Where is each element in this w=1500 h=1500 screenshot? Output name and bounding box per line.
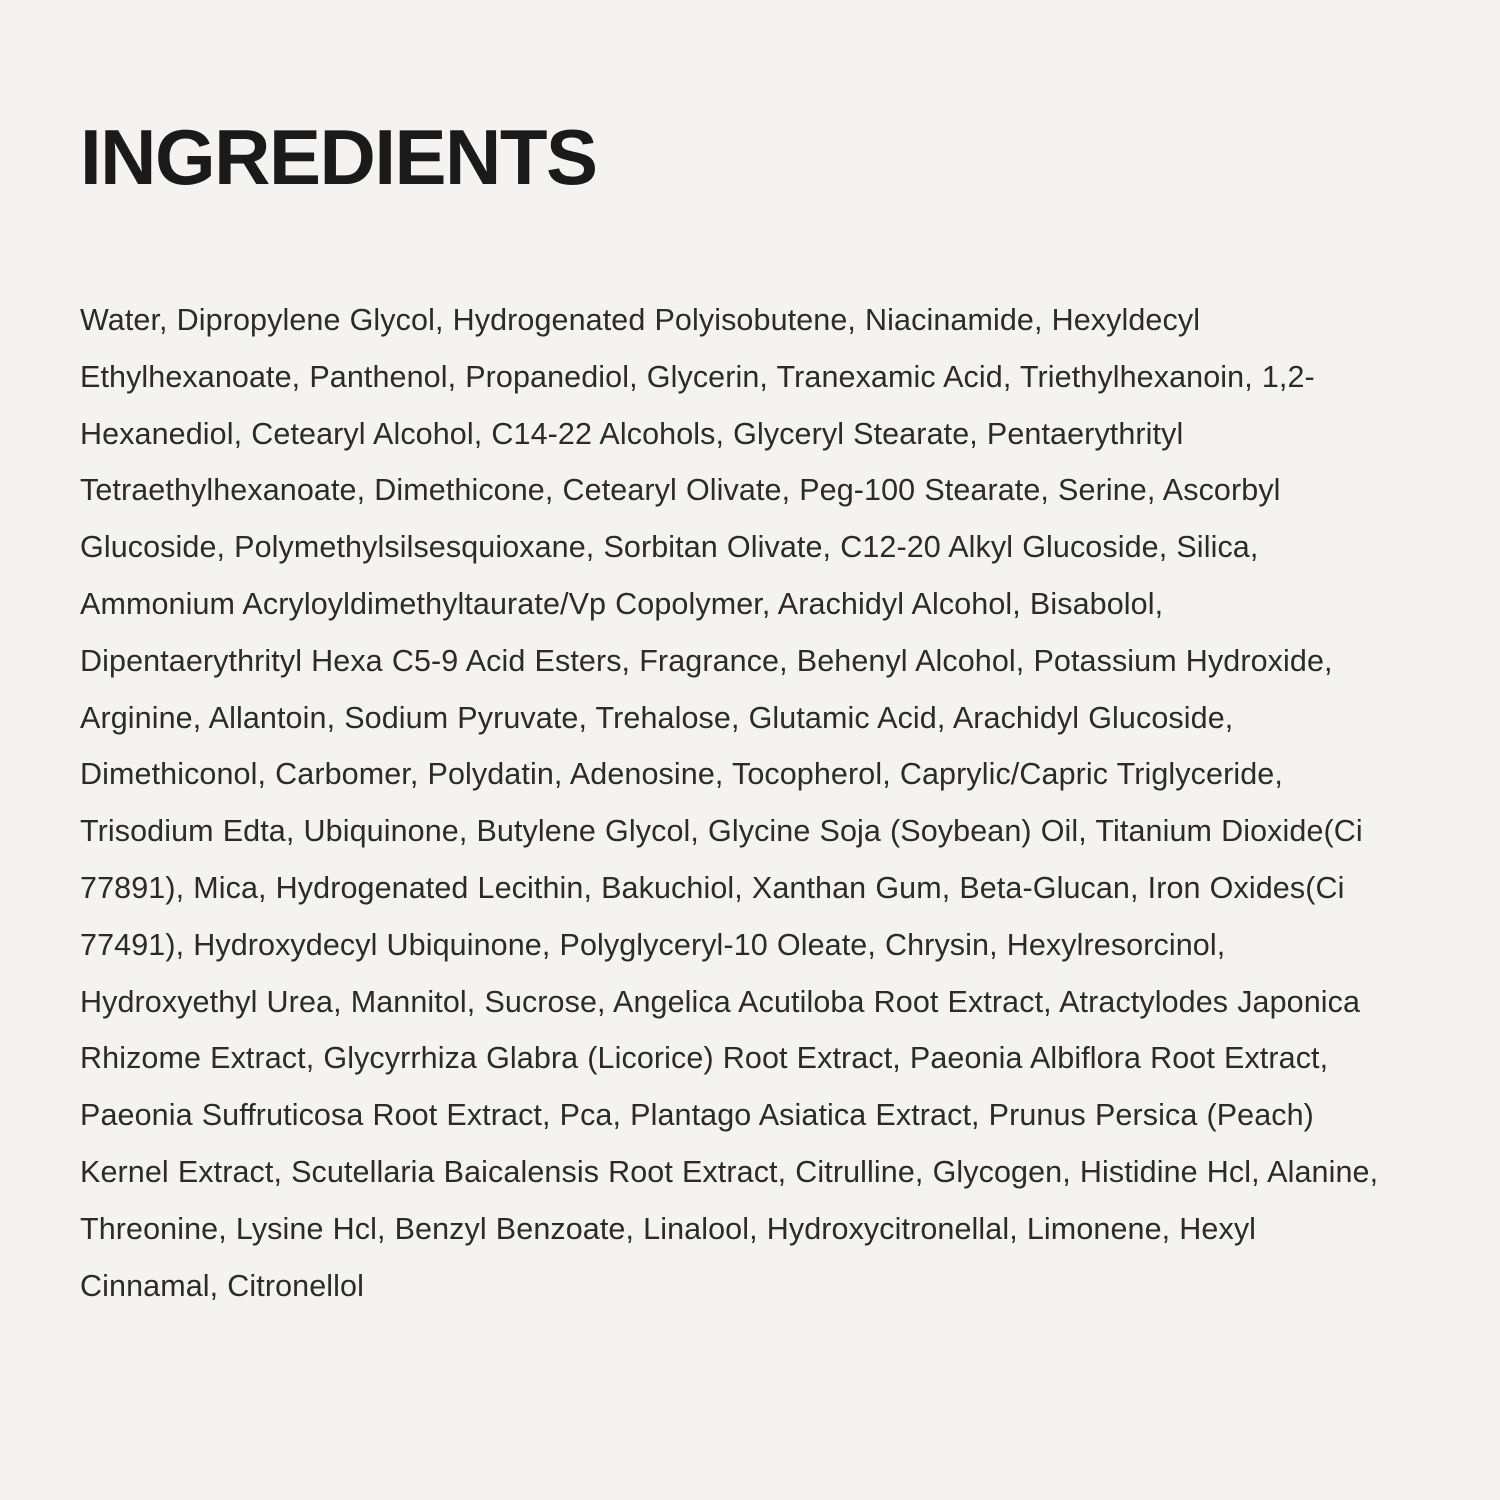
- page-title: INGREDIENTS: [80, 113, 597, 201]
- ingredients-list-text: Water, Dipropylene Glycol, Hydrogenated Polyisobutene, Niacinamide, Hexyldecyl Ethylhexanoate, Panthenol, Propanediol, Glycerin, Tranexamic Acid, Triethylhexanoin, 1,2-Hexanediol, Cetearyl Alcohol, C14-22 Alcohols, Glyceryl Stearate, Pentaerythrityl Tetraethylhexanoate, Dimethicone, Cetearyl Olivate, Peg-100 Stearate, Serine, Ascorbyl Glucoside, Polymethylsilsesquioxane, Sorbitan Olivate, C12-20 Alkyl Glucoside, Silica, Ammonium Acryloyldimethyltaurate/Vp Copolymer, Arachidyl Alcohol, Bisabolol, Dipentaerythrityl Hexa C5-9 Acid Esters, Fragrance, Behenyl Alcohol, Potassium Hydroxide, Arginine, Allantoin, Sodium Pyruvate, Trehalose, Glutamic Acid, Arachidyl Glucoside, Dimethiconol, Carbomer, Polydatin, Adenosine, Tocopherol, Caprylic/Capric Triglyceride, Trisodium Edta, Ubiquinone, Butylene Glycol, Glycine Soja (Soybean) Oil, Titanium Dioxide(Ci 77891), Mica, Hydrogenated Lecithin, Bakuchiol, Xanthan Gum, Beta-Glucan, Iron Oxides(Ci 77491), Hydroxydecyl Ubiquinone, Polyglyceryl-10 Oleate, Chrysin, Hexylresorcinol, Hydroxyethyl Urea, Mannitol, Sucrose, Angelica Acutiloba Root Extract, Atractylodes Japonica Rhizome Extract, Glycyrrhiza Glabra (Licorice) Root Extract, Paeonia Albiflora Root Extract, Paeonia Suffruticosa Root Extract, Pca, Plantago Asiatica Extract, Prunus Persica (Peach) Kernel Extract, Scutellaria Baicalensis Root Extract, Citrulline, Glycogen, Histidine Hcl, Alanine, Threonine, Lysine Hcl, Benzyl Benzoate, Linalool, Hydroxycitronellal, Limonene, Hexyl Cinnamal, Citronellol: [80, 303, 1379, 1303]
